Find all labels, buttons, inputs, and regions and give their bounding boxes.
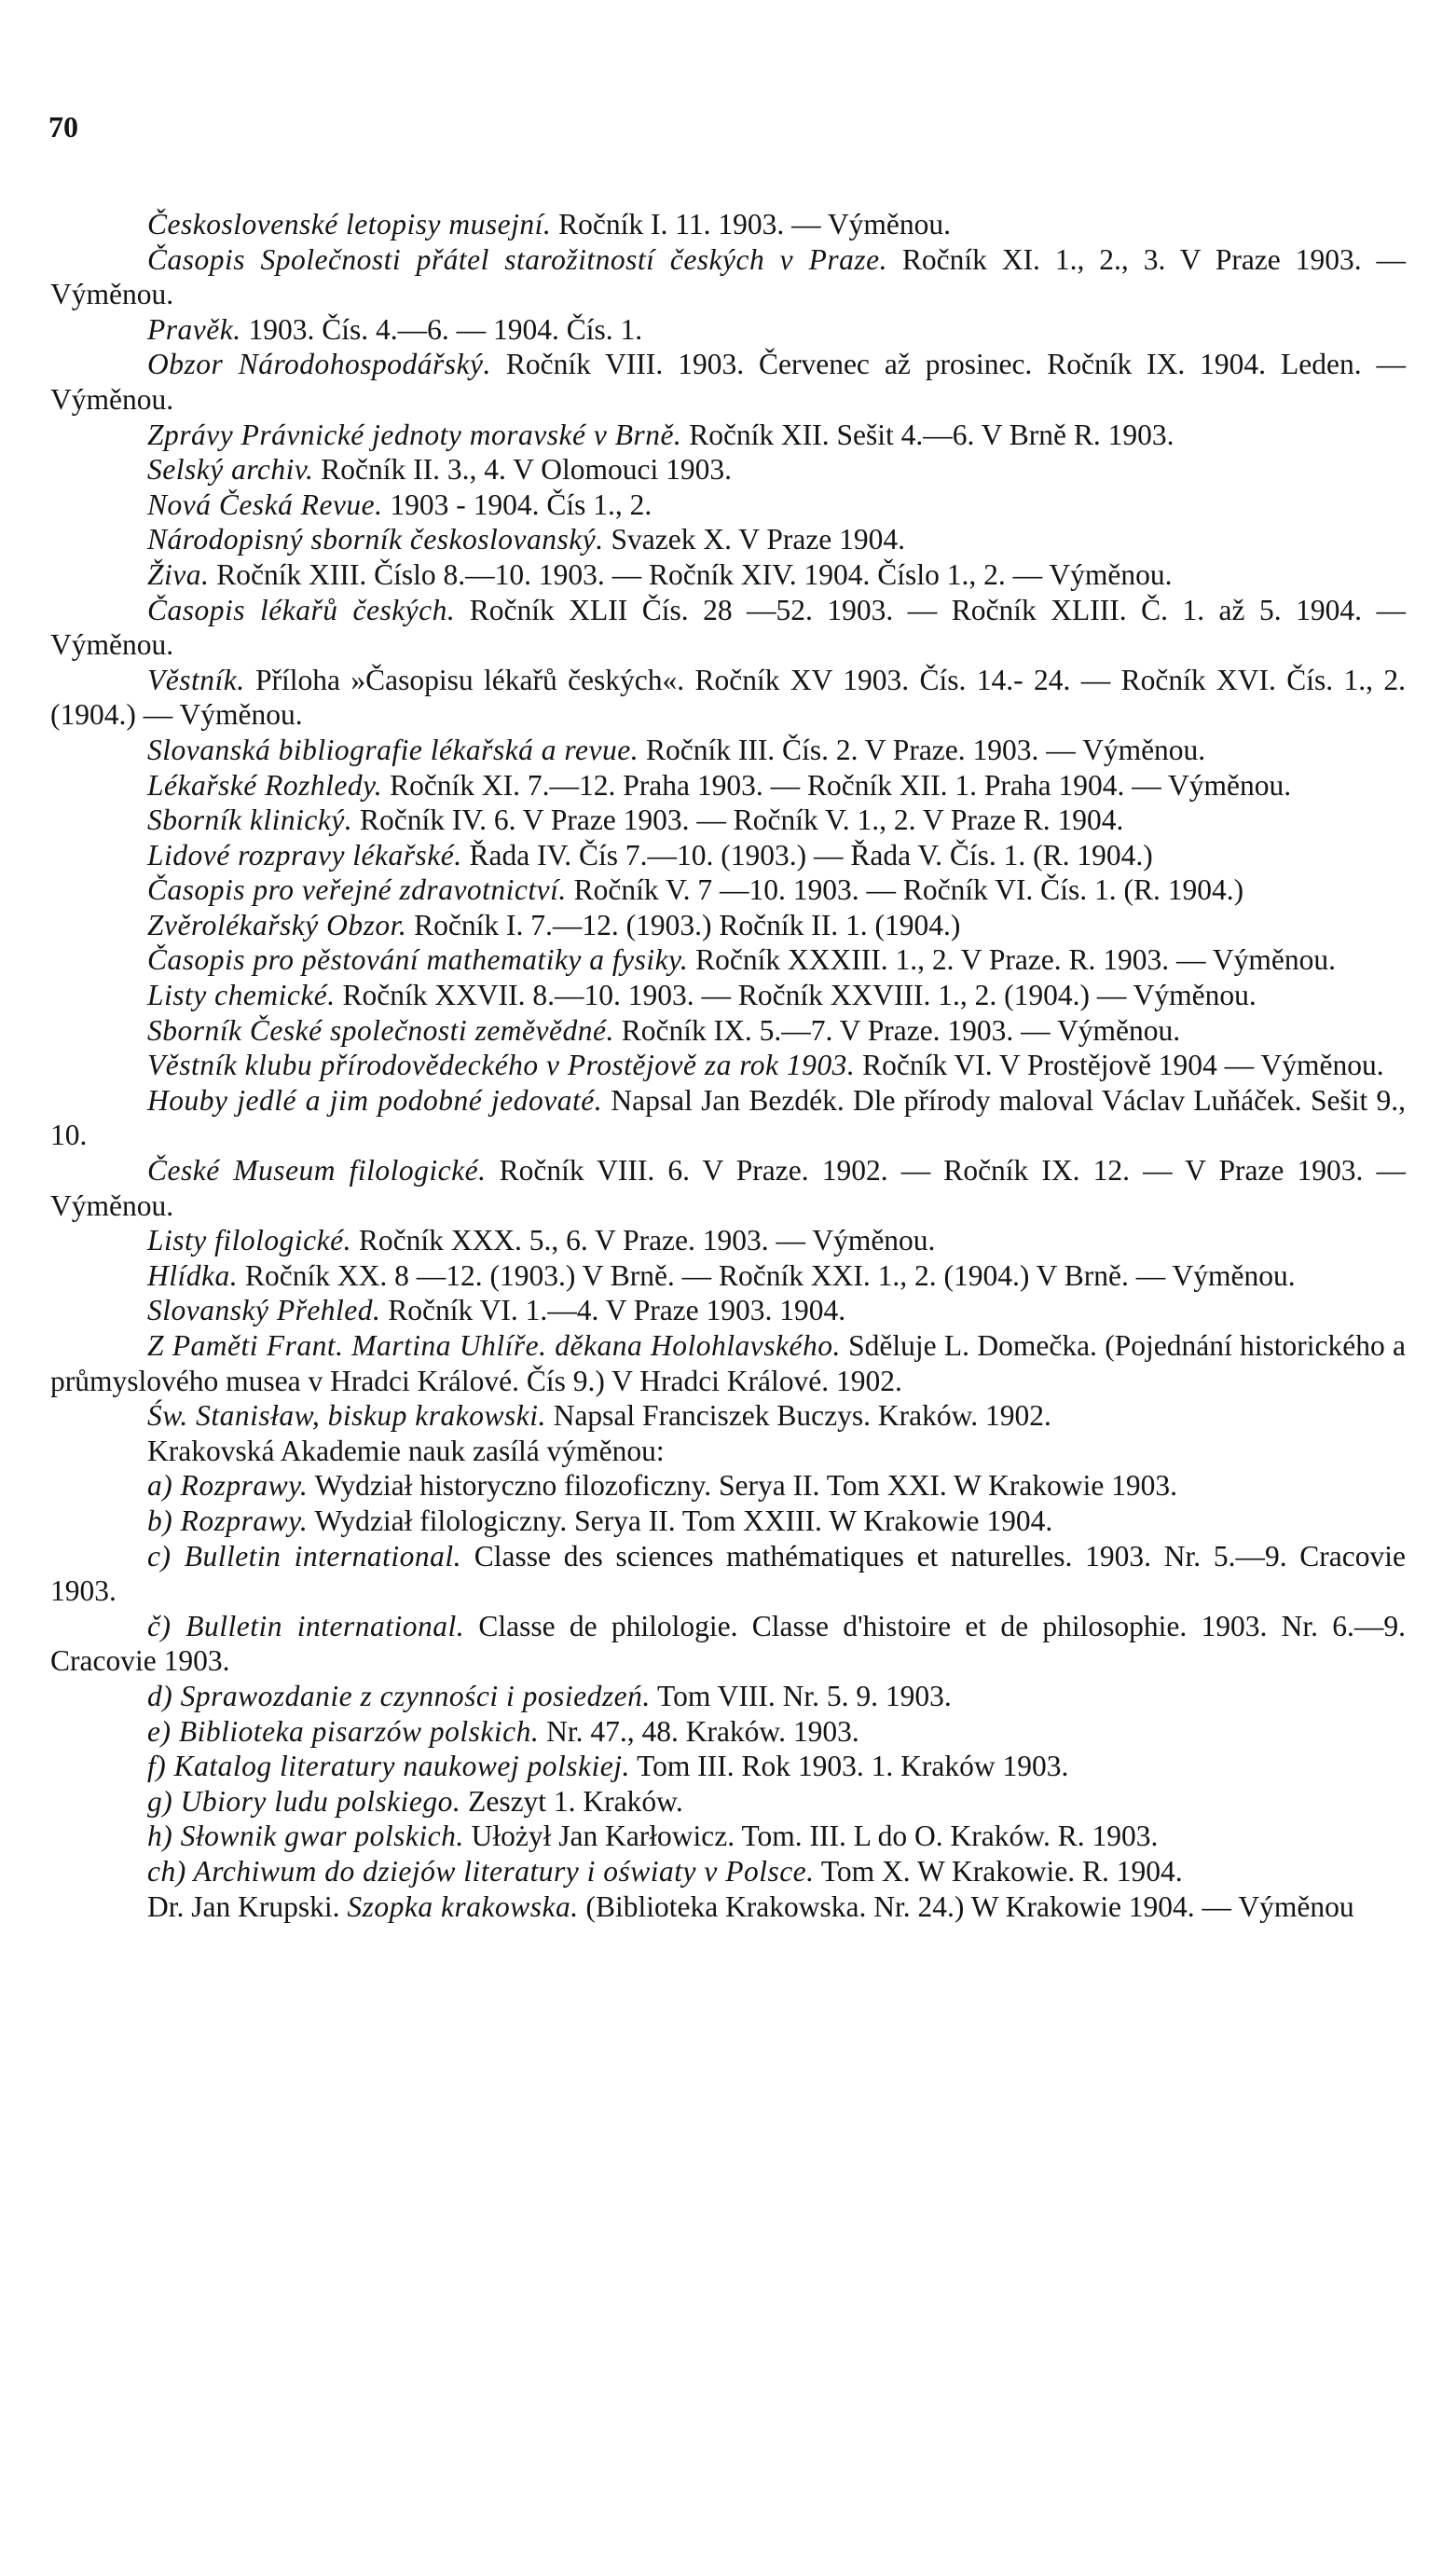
entry-title: Národopisný sborník českoslovanský. [147,523,604,556]
entry-details: Ročník XXXIII. 1., 2. V Praze. R. 1903. — Výměnou. [688,943,1336,977]
entry-details: 1903 - 1904. Čís 1., 2. [382,488,652,521]
entry [50,1223,1406,1258]
entry-details: Ročník III. Čís. 2. V Praze. 1903. — Výměnou. [639,733,1206,766]
entry-title: Zprávy Právnické jednoty moravské v Brně. [147,418,682,451]
entry-title: a) Rozprawy. [147,1469,309,1503]
entry [50,1609,1406,1679]
entry-title: Časopis pro pěstování mathematiky a fysiky. [147,943,689,977]
entry-details: Ročník XI. 7.—12. Praha 1903. — Ročník XII. 1. Praha 1904. — Výměnou. [382,768,1292,802]
entry [50,733,1406,768]
entry-details: Zeszyt 1. Kraków. [460,1784,683,1818]
entry-details: Ročník VIII. 6. V Praze. 1902. — Ročník IX. 12. — V Praze 1903. — Výměnou. [50,1154,1406,1222]
entry-title: Živa. [147,557,210,591]
page-number: 70 [48,110,78,144]
entry-details: Tom VIII. Nr. 5. 9. 1903. [650,1679,952,1712]
entry [50,803,1406,838]
entry-title: Z Paměti Frant. Martina Uhlíře. děkana Holohlavského. [147,1329,841,1362]
entry-title: ch) Archiwum do dziejów literatury i oświaty v Polsce. [147,1854,815,1888]
entry [50,1468,1406,1504]
entry-details: Napsal Franciszek Buczys. Kraków. 1902. [545,1399,1051,1433]
entry-title: Listy filologické. [147,1224,351,1257]
entry [50,663,1406,733]
entry-details: 1903. Čís. 4.—6. — 1904. Čís. 1. [240,312,643,346]
entry [50,452,1406,488]
entry-details: Ročník I. 7.—12. (1903.) Ročník II. 1. (1904.) [406,908,961,941]
entry-title: č) Bulletin international. [147,1609,465,1642]
entry-title: d) Sprawozdanie z czynności i posiedzeń. [147,1679,651,1712]
entry [50,1539,1406,1609]
entry [50,1398,1406,1434]
entry [50,768,1406,804]
entry [50,1889,1406,1925]
entry-title: Slovanská bibliografie lékařská a revue. [147,733,639,766]
entry [50,1714,1406,1750]
entry-details: Řada IV. Čís 7.—10. (1903.) — Řada V. Čís. 1. (R. 1904.) [461,838,1153,872]
entry-title: Św. Stanisław, biskup krakowski. [147,1399,546,1433]
entry [50,978,1406,1013]
entry-details: Ročník VIII. 1903. Červenec až prosinec. Ročník IX. 1904. Leden. — Výměnou. [50,348,1406,416]
entry-details: Napsal Jan Bezdék. Dle přírody maloval Václav Luňáček. Sešit 9., 10. [50,1083,1406,1152]
entry-details: Sděluje L. Domečka. (Pojednání historického a průmyslového musea v Hradci Králové. Čís 9.) V Hradci Králové. 1902. [50,1329,1406,1397]
entry [50,1749,1406,1784]
entry-details: Ročník XXVII. 8.—10. 1903. — Ročník XXVIII. 1., 2. (1904.) — Výměnou. [335,979,1257,1012]
entry-title: Věstník. [147,663,245,696]
entry-title: b) Rozprawy. [147,1504,309,1537]
entry-details: Krakovská Akademie nauk zasílá výměnou: [147,1434,665,1467]
entry-title: Listy chemické. [147,979,336,1012]
entry-details: Ročník IV. 6. V Praze 1903. — Ročník V. 1., 2. V Praze R. 1904. [352,804,1124,837]
entry [50,1013,1406,1049]
entry [50,1854,1406,1889]
entry [50,347,1406,417]
entry [50,1153,1406,1223]
entry [50,1328,1406,1398]
entry-title: Sborník klinický. [147,804,353,837]
entry-details: Wydział filologiczny. Serya II. Tom XXIII. W Krakowie 1904. [308,1504,1053,1537]
entry-title: Věstník klubu přírodovědeckého v Prostějově za rok 1903. [147,1049,856,1082]
entry-details: Ročník XLII Čís. 28 —52. 1903. — Ročník XLIII. Č. 1. až 5. 1904. — Výměnou. [50,593,1406,662]
entry-details: Ročník II. 3., 4. V Olomouci 1903. [313,453,732,487]
entry-details: Ułożył Jan Karłowicz. Tom. III. L do O. Kraków. R. 1903. [463,1820,1159,1853]
entry-title: g) Ubiory ludu polskiego. [147,1784,461,1818]
entry [50,557,1406,593]
entry [50,312,1406,348]
entry [50,908,1406,943]
entry-details: Classe de philologie. Classe d'histoire et de philosophie. 1903. Nr. 6.—9. Cracovie 1903. [50,1609,1406,1678]
entry [50,1679,1406,1714]
entry-title: c) Bulletin international. [147,1539,462,1573]
entry-title: Zvěrolékařský Obzor. [147,908,407,941]
entry [50,522,1406,557]
entry-list [50,207,1406,1924]
entry-details: Ročník XX. 8 —12. (1903.) V Brně. — Ročník XXI. 1., 2. (1904.) V Brně. — Výměnou. [238,1258,1296,1292]
entry-details: Ročník VI. 1.—4. V Praze 1903. 1904. [380,1294,846,1327]
entry [50,1048,1406,1083]
entry [50,1504,1406,1539]
entry-details: (Biblioteka Krakowska. Nr. 24.) W Krakowie 1904. — Výměnou [578,1889,1354,1923]
section-intro [50,1434,1406,1469]
entry-title: České Museum filologické. [147,1154,487,1188]
entry-details: Tom III. Rok 1903. 1. Kraków 1903. [629,1750,1069,1783]
entry-details: Svazek X. V Praze 1904. [603,523,906,556]
entry [50,872,1406,908]
entry [50,207,1406,242]
entry [50,1083,1406,1153]
entry [50,1784,1406,1820]
entry-details: Wydział historyczno filozoficzny. Serya II. Tom XXI. W Krakowie 1903. [308,1469,1178,1503]
entry-title: Sborník České společnosti zeměvědné. [147,1013,614,1047]
entry-title: e) Biblioteka pisarzów polskich. [147,1714,540,1748]
entry-title: Československé letopisy musejní. [147,208,552,240]
entry-details: Příloha »Časopisu lékařů českých«. Ročník XV 1903. Čís. 14.- 24. — Ročník XVI. Čís. 1., 2. (1904.) — Výměnou. [50,663,1406,732]
entry-details: Classe des sciences mathématiques et naturelles. 1903. Nr. 5.—9. Cracovie 1903. [50,1539,1406,1608]
entry [50,593,1406,663]
entry-details: Ročník XI. 1., 2., 3. V Praze 1903. — Výměnou. [50,242,1406,311]
entry [50,242,1406,312]
entry-title: Pravěk. [147,312,241,346]
entry-title: Hlídka. [147,1258,239,1292]
entry [50,1819,1406,1854]
entry-details: Ročník I. 11. 1903. — Výměnou. [551,208,952,240]
entry-details: Ročník XIII. Číslo 8.—10. 1903. — Ročník XIV. 1904. Číslo 1., 2. — Výměnou. [209,557,1173,591]
entry-title: Časopis Společnosti přátel starožitností českých v Praze. [147,242,887,276]
entry [50,942,1406,978]
entry-title: f) Katalog literatury naukowej polskiej. [147,1750,630,1783]
entry-title: Obzor Národohospodářský. [147,348,491,381]
entry [50,488,1406,523]
entry-details: Ročník IX. 5.—7. V Praze. 1903. — Výměnou. [613,1013,1181,1047]
entry-title: Časopis pro veřejné zdravotnictví. [147,873,567,907]
entry-title: Nová Česká Revue. [147,488,383,521]
entry-title: Selský archiv. [147,453,314,487]
entry-details: Ročník VI. V Prostějově 1904 — Výměnou. [855,1049,1384,1082]
entry-title: Lékařské Rozhledy. [147,768,383,802]
entry-title: h) Słownik gwar polskich. [147,1820,464,1853]
entry-details: Nr. 47., 48. Kraków. 1903. [539,1714,859,1748]
entry-details: Ročník V. 7 —10. 1903. — Ročník VI. Čís. 1. (R. 1904.) [566,873,1244,907]
entry-details: Ročník XXX. 5., 6. V Praze. 1903. — Výměnou. [350,1224,936,1257]
entry-title: Houby jedlé a jim podobné jedovaté. [147,1083,603,1117]
entry-title: Lidové rozpravy lékařské. [147,838,462,872]
entry-title: Szopka krakowska. [347,1889,579,1923]
entry-title: Slovanský Přehled. [147,1294,381,1327]
entry-details: Tom X. W Krakowie. R. 1904. [814,1854,1183,1888]
entry-author: Dr. Jan Krupski. [147,1889,348,1923]
entry-details: Ročník XII. Sešit 4.—6. V Brně R. 1903. [681,418,1174,451]
entry-title: Časopis lékařů českých. [147,593,456,626]
entry [50,838,1406,873]
entry [50,1258,1406,1294]
entry [50,418,1406,453]
entry [50,1293,1406,1328]
